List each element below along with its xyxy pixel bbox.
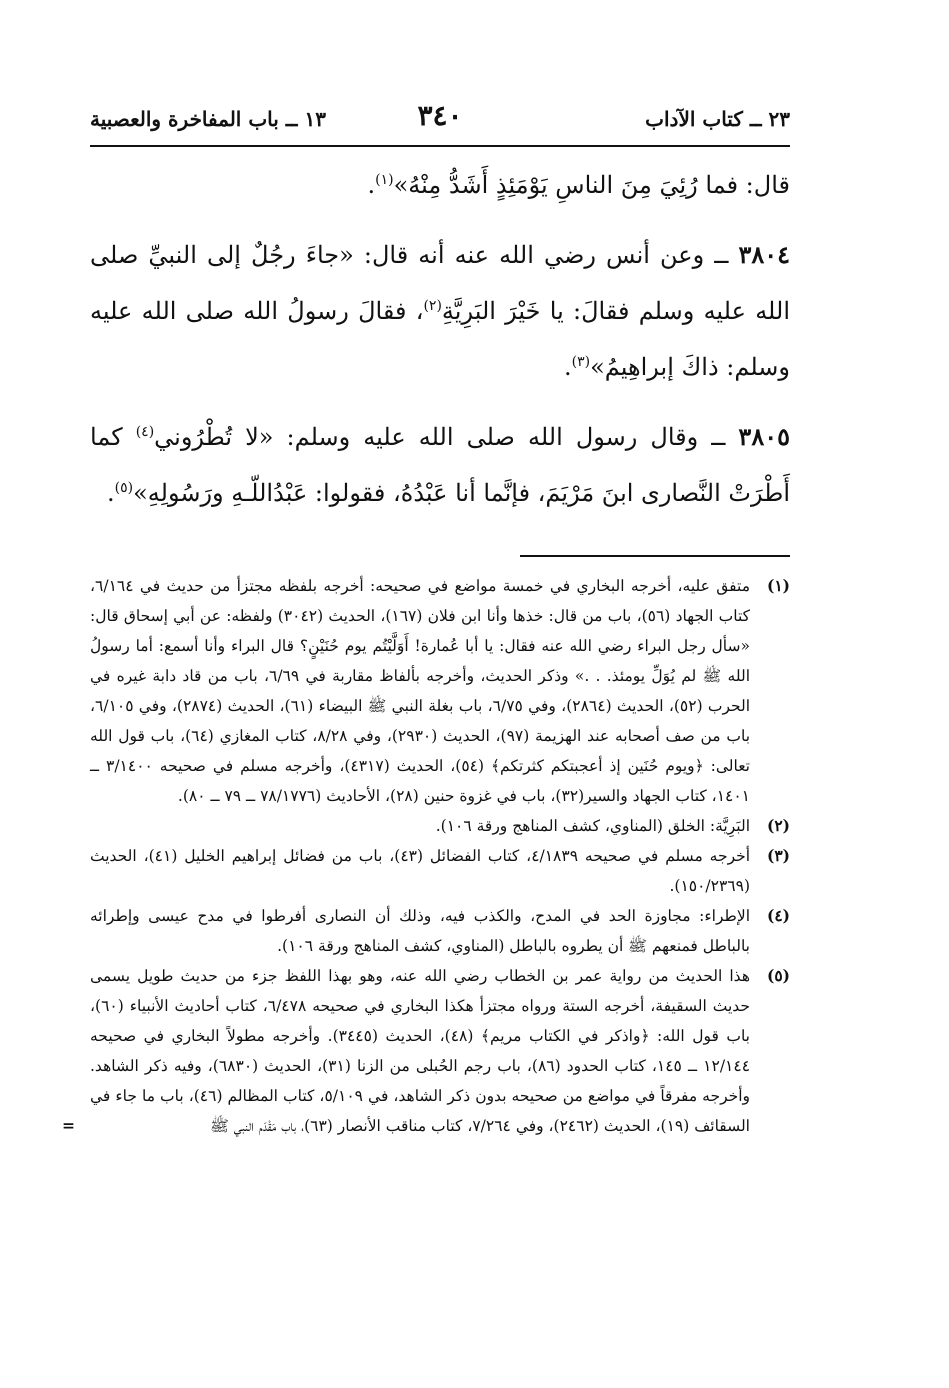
footnote-ref[interactable]: (٢)	[423, 298, 442, 314]
footnote-text: الإطراء: مجاوزة الحد في المدح، والكذب فيه، وذلك أن النصارى أفرطوا في مدح عيسى وإطرائه بالباطل فمنعهم ﷺ أن يطروه بالباطل (المناوي، كشف المناهج ورقة ١٠٦).	[90, 907, 750, 955]
hadith-number: ٣٨٠٥	[738, 422, 790, 451]
footnote-ref[interactable]: (٤)	[135, 424, 155, 440]
footnote-number: (٣)	[766, 846, 790, 865]
footnote-ref[interactable]: (٣)	[571, 354, 591, 370]
footnote-number: (٥)	[766, 966, 790, 985]
page	[62, 95, 791, 1365]
footnotes	[62, 571, 790, 1141]
paragraph-text: ــ وعن أنس رضي الله عنه أنه قال: «جاءَ رجُلٌ إلى النبيِّ صلى الله عليه وسلم فقالَ: يا خَيْرَ البَرِيَّةِ	[90, 241, 790, 325]
paragraph: قال: فما رُئِيَ مِنَ الناسِ يَوْمَئِذٍ أَشَدُّ مِنْهُ»$^{(١)}$.	[367, 171, 790, 199]
footnote-number: (٤)	[766, 906, 790, 925]
footnote-number: (١)	[766, 576, 790, 595]
footnote-ref[interactable]: (٥)	[114, 480, 134, 496]
page-header	[90, 95, 790, 147]
footnote-text: هذا الحديث من رواية عمر بن الخطاب رضي الله عنه، وهو بهذا اللفظ جزء من حديث طويل يسمى حديث السقيفة، أخرجه الستة ورواه مجتزأ هكذا البخاري في صحيحه ٦/٤٧٨، كتاب أحاديث الأنبياء (٦٠)، باب قول الله: ﴿واذكر في الكتاب مريم﴾ (٤٨)، الحديث (٣٤٤٥). وأخرجه مطولاً البخاري في صحيحه ١٢/١٤٤ ــ ١٤٥، كتاب الحدود (٨٦)، باب رجم الحُبلى من الزنا (٣١)، الحديث (٦٨٣٠)، وفيه ذكر الشاهد. وأخرجه مفرقاً في مواضع من صحيحه بدون ذكر الشاهد، في ٥/١٠٩، كتاب المظالم (٤٦)، باب ما جاء في السقائف (١٩)، الحديث (٢٤٦٢)، وفي ٧/٢٦٤، كتاب مناقب الأنصار (٦٣)، باب مَقْدَم النبي ﷺ	[90, 967, 751, 1135]
footnote-text: البَرِيَّة: الخلق (المناوي، كشف المناهج ورقة ١٠٦).	[435, 817, 750, 835]
main-text	[90, 157, 790, 521]
footnote-separator	[520, 555, 790, 557]
paragraph-text: ــ وقال رسول الله صلى الله عليه وسلم: «لا تُطْرُوني	[154, 423, 726, 451]
footnote	[90, 901, 790, 961]
paragraph-text: كما أَطْرَتْ النَّصارى ابنَ مَرْيَمَ، فإنَّما أنا عَبْدُهُ، فقولوا: عَبْدُاللّـهِ ورَسُولِهِ»	[90, 423, 790, 507]
footnote-text: أخرجه مسلم في صحيحه ٤/١٨٣٩، كتاب الفضائل (٤٣)، باب من فضائل إبراهيم الخليل (٤١)، الحديث (١٥٠/٢٣٦٩).	[90, 847, 751, 895]
footnote	[90, 571, 790, 811]
paragraph-text: قال: فما رُئِيَ مِنَ الناسِ يَوْمَئِذٍ أَشَدُّ مِنْهُ»	[393, 171, 790, 199]
book-title: ٢٣ ــ كتاب الآداب	[645, 107, 790, 131]
page-number: ٣٤٠	[417, 99, 463, 132]
footnote-number: (٢)	[766, 816, 790, 835]
footnote	[90, 841, 790, 901]
hadith-3805: ٣٨٠٥ ــ وقال رسول الله صلى الله عليه وسلم: «لا تُطْرُوني$^{(٤)}$ كما أَطْرَتْ النَّصارى ابنَ مَرْيَمَ، فإنَّما أنا عَبْدُهُ، فقولوا: عَبْدُاللّـهِ ورَسُولِهِ»$^{(٥)}$.	[90, 422, 790, 507]
footnote-text: متفق عليه، أخرجه البخاري في خمسة مواضع في صحيحه: أخرجه بلفظه مجتزأ من حديث في ٦/١٦٤، كتاب الجهاد (٥٦)، باب من قال: خذها وأنا ابن فلان (١٦٧)، الحديث (٣٠٤٢) ولفظه: عن أبي إسحاق قال: «سأل رجل البراء رضي الله عنه فقال: يا أبا عُمارة! أَوَلَّيْتُم يوم حُنَيْنٍ؟ قال البراء وأنا أسمع: أما رسولُ الله ﷺ لم يُوَلِّ يومئذ. . .» وذكر الحديث، وأخرجه بألفاظ مقاربة في ٦/٦٩، باب من قاد دابة غيره في الحرب (٥٢)، الحديث (٢٨٦٤)، وفي ٦/٧٥، باب بغلة النبي ﷺ البيضاء (٦١)، الحديث (٢٨٧٤)، وفي ٦/١٠٥، باب من صف أصحابه عند الهزيمة (٩٧)، الحديث (٢٩٣٠)، وفي ٨/٢٨، كتاب المغازي (٦٤)، باب قول الله تعالى: ﴿ويوم حُنَين إذ أعجبتكم كثرتكم﴾ (٥٤)، الحديث (٤٣١٧)، وأخرجه مسلم في صحيحه ٣/١٤٠٠ ــ ١٤٠١، كتاب الجهاد والسير(٣٢)، باب في غزوة حنين (٢٨)، الأحاديث (٧٨/١٧٧٦ ــ ٧٩ ــ ٨٠).	[90, 577, 751, 805]
footnote	[62, 961, 790, 1141]
chapter-title: ١٣ ــ باب المفاخرة والعصبية	[90, 107, 326, 131]
hadith-3804: ٣٨٠٤ ــ وعن أنس رضي الله عنه أنه قال: «جاءَ رجُلٌ إلى النبيِّ صلى الله عليه وسلم فقالَ: يا خَيْرَ البَرِيَّةِ$^{(٢)}$، فقالَ رسولُ الله صلى الله عليه وسلم: ذاكَ إبراهِيمُ»$^{(٣)}$.	[90, 240, 791, 381]
continuation-mark: =	[62, 1116, 75, 1135]
footnote-ref[interactable]: (١)	[375, 172, 394, 188]
footnote	[90, 811, 790, 841]
paragraph-text: ، فقالَ رسولُ الله صلى الله عليه وسلم: ذاكَ إبراهِيمُ»	[90, 297, 790, 381]
hadith-number: ٣٨٠٤	[738, 240, 791, 269]
